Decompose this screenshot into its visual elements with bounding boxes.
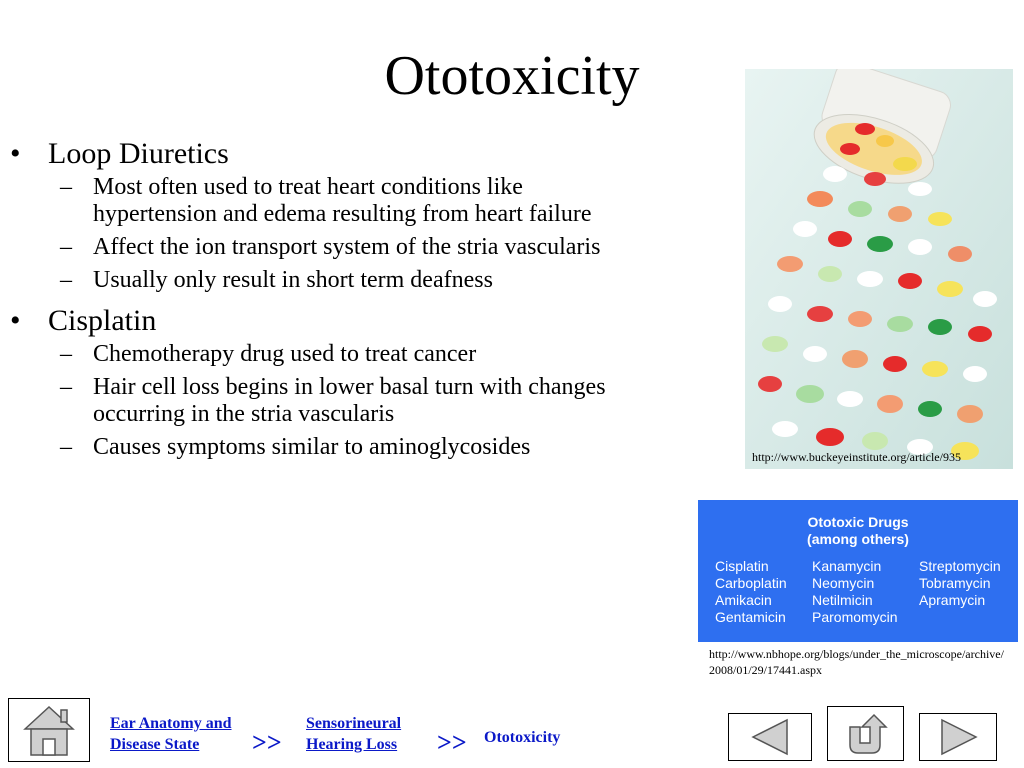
home-button[interactable] [8, 698, 90, 762]
bullet-mark: • [10, 304, 21, 337]
sub-bullet-item [60, 267, 650, 294]
sub-bullet-text: Most often used to treat heart conditions like hypertension and edema resulting from heart failure [93, 174, 592, 227]
drug-name: Streptomycin [919, 558, 1001, 574]
sub-bullet-text: Chemotherapy drug used to treat cancer [93, 341, 477, 367]
drug-name: Neomycin [812, 575, 875, 591]
breadcrumb-ear-anatomy[interactable] [110, 713, 232, 755]
return-button[interactable] [827, 706, 904, 761]
dash-mark: – [60, 234, 72, 260]
bullet-item [10, 135, 650, 173]
dash-mark: – [60, 434, 72, 460]
drug-column [715, 558, 787, 626]
triangle-right-icon [920, 714, 996, 760]
drug-name: Gentamicin [715, 609, 786, 625]
return-icon [828, 707, 903, 760]
drugs-subtitle-line: (among others) [807, 531, 909, 547]
sub-bullet-item [60, 434, 650, 461]
drugs-title-line: Ototoxic Drugs [807, 514, 909, 530]
drug-name: Kanamycin [812, 558, 882, 574]
breadcrumb-line: Hearing Loss [306, 736, 398, 753]
sub-bullet-text: Causes symptoms similar to aminoglycosides [93, 434, 531, 460]
breadcrumb-sensorineural[interactable] [306, 713, 401, 755]
photo-credit-url: http://www.buckeyeinstitute.org/article/935 [752, 450, 961, 464]
bullet-label: Cisplatin [48, 304, 157, 337]
next-slide-button[interactable] [919, 713, 997, 761]
bullet-item [10, 302, 650, 340]
drugs-credit-url: http://www.nbhope.org/blogs/under_the_microscope/archive/2008/01/29/17441.aspx [709, 647, 1004, 677]
previous-slide-button[interactable] [728, 713, 812, 761]
slide-title: Ototoxicity [384, 45, 640, 107]
breadcrumb-line: Sensorineural [306, 715, 402, 732]
drug-name: Tobramycin [919, 575, 991, 591]
bullet-list [10, 135, 650, 461]
drug-name: Apramycin [919, 592, 986, 608]
pills-photo [745, 69, 1013, 469]
sub-bullet-item [60, 234, 650, 261]
breadcrumb-line: Disease State [110, 736, 200, 753]
ototoxic-drugs-box [698, 500, 1018, 642]
sub-bullet-item [60, 341, 650, 368]
breadcrumb-current: Ototoxicity [484, 729, 561, 746]
drug-name: Carboplatin [715, 575, 787, 591]
sub-bullet-text: Usually only result in short term deafness [93, 267, 493, 293]
drug-column [812, 558, 898, 626]
sub-bullet-item [60, 174, 650, 228]
dash-mark: – [60, 174, 72, 200]
drugs-box-title [698, 514, 1018, 548]
sub-bullet-text: Hair cell loss begins in lower basal turn with changes occurring in the stria vascularis [93, 374, 606, 427]
drug-name: Netilmicin [812, 592, 873, 608]
drug-name: Cisplatin [715, 558, 769, 574]
dash-mark: – [60, 267, 72, 293]
triangle-left-icon [729, 714, 811, 760]
breadcrumb-separator: >> [252, 728, 282, 757]
sub-bullet-item [60, 374, 650, 428]
drug-name: Paromomycin [812, 609, 898, 625]
bullet-mark: • [10, 137, 21, 170]
home-icon [9, 699, 89, 761]
bullet-label: Loop Diuretics [48, 137, 229, 170]
breadcrumb-line: Ear Anatomy and [110, 715, 232, 732]
sub-bullet-text: Affect the ion transport system of the stria vascularis [93, 234, 601, 260]
drug-name: Amikacin [715, 592, 772, 608]
breadcrumb-separator: >> [437, 728, 467, 757]
dash-mark: – [60, 374, 72, 400]
dash-mark: – [60, 341, 72, 367]
drug-column [919, 558, 1001, 609]
